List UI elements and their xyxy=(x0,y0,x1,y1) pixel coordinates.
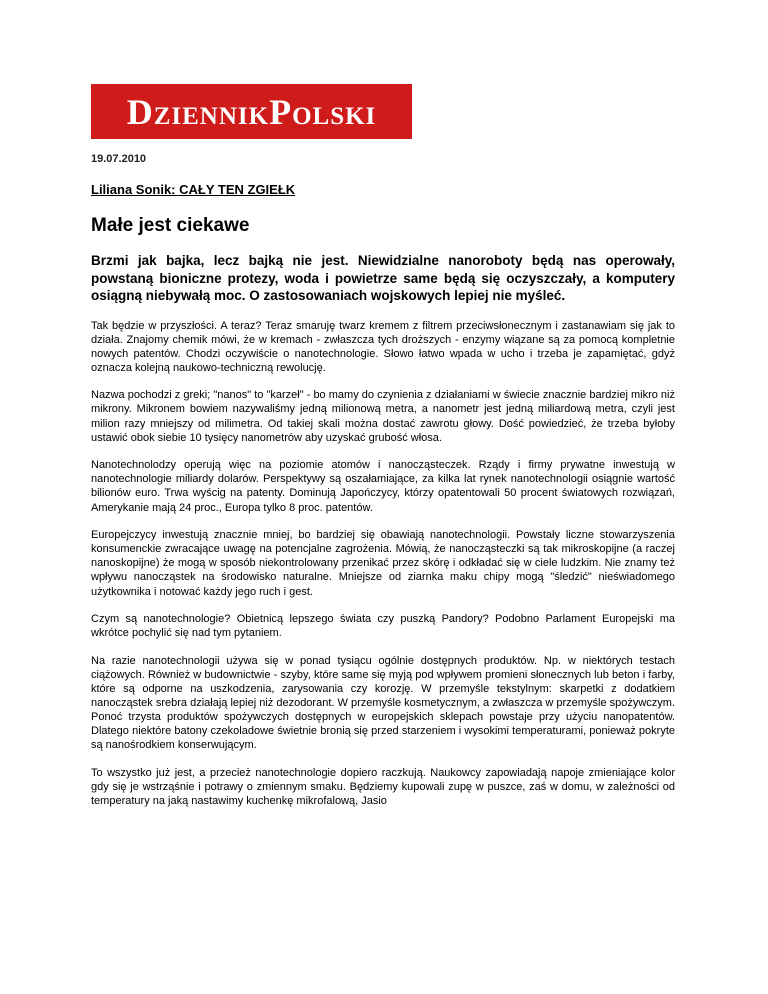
article-paragraph-1: Tak będzie w przyszłości. A teraz? Teraz smaruję twarz kremem z filtrem przeciwsłonecznym i zastanawiam się jak to działa. Znajomy chemik mówi, że w kremach - zwłaszcza tych droższych - enzymy wiązane są za pomocą kompletnie nowych patentów. Chodzi oczywiście o nanotechnologie. Słowo łatwo wpada w ucho i trzeba je zapamiętać, gdyż oznacza kolejną naukowo-techniczną rewolucję. xyxy=(91,319,675,374)
article-date: 19.07.2010 xyxy=(91,153,147,165)
dziennik-polski-logo xyxy=(91,84,412,139)
article-lead: Brzmi jak bajka, lecz bajką nie jest. Niewidzialne nanoroboty będą nas operowały, powstaną bioniczne protezy, woda i powietrze same będą się oczyszczały, a komputery osiągną niebywałą moc. O zastosowaniach wojskowych lepiej nie myśleć. xyxy=(91,253,675,303)
article-paragraph-2: Nazwa pochodzi z greki; "nanos" to "karzeł" - bo mamy do czynienia z działaniami w świecie znacznie bardziej mikro niż mikrony. Mikronem bowiem nazywaliśmy jedną milionową metra, a nanometr jest jedną miliardową metra, czyli jest milion razy mniejszy od milimetra. Od takiej skali można dostać zawrotu głowy. Dość powiedzieć, że trzeba byłoby ustawić obok siebie 10 tysięcy nanometrów aby uzyskać grubość włosa. xyxy=(91,389,675,444)
article-title: Małe jest ciekawe xyxy=(91,215,250,236)
article-body xyxy=(91,252,675,822)
article-paragraph-4: Europejczycy inwestują znacznie mniej, bo bardziej się obawiają nanotechnologii. Powstały liczne stowarzyszenia konsumenckie zwracające uwagę na potencjalne zagrożenia. Mówią, że nanocząsteczki są tak mikroskopijne (a raczej nanoskopijne) że mogą w sposób niekontrolowany przenikać przez skórę i odkładać się w ciele ludzkim. Nie znamy też wpływu nanocząstek na środowisko naturalne. Mniejsze od ziarnka maku chipy mogą "śledzić" nieświadomego użytkownika i notować każdy jego ruch i gest. xyxy=(91,529,675,598)
logo-text: DziennikPolski xyxy=(126,91,377,132)
article-paragraph-6: Na razie nanotechnologii używa się w ponad tysiącu ogólnie dostępnych produktów. Np. w niektórych testach ciążowych. Również w budownictwie - szyby, które same się myją pod wpływem promieni słonecznych lub beton i farby, które są odporne na uszkodzenia, zarysowania czy korozję. W przemyśle tekstylnym: skarpetki z dodatkiem nanocząstek srebra działają lepiej niż dezodorant. W przemyśle kosmetycznym, a zwłaszcza w przemyśle spożywczym. Ponoć trzysta produktów spożywczych dostępnych w europejskich sklepach powstaje przy użyciu nanopatentów. Dlatego niektóre batony czekoladowe świetnie bronią się przed starzeniem i wysokimi temperaturami, ponieważ pokryte są nanośrodkiem konserwującym. xyxy=(91,654,675,752)
article-paragraph-5: Czym są nanotechnologie? Obietnicą lepszego świata czy puszką Pandory? Podobno Parlament Europejski ma wkrótce pochylić się nad tym pytaniem. xyxy=(91,613,675,640)
article-paragraph-7: To wszystko już jest, a przecież nanotechnologie dopiero raczkują. Naukowcy zapowiadają napoje zmieniające kolor gdy się je wstrząśnie i potrawy o zmiennym smaku. Będziemy kupowali zupę w puszce, zaś w domu, w zależności od temperatury na jaką nastawimy kuchenkę mikrofalową, Jasio xyxy=(91,766,675,808)
article-byline[interactable]: Liliana Sonik: CAŁY TEN ZGIEŁK xyxy=(91,182,296,197)
article-paragraph-3: Nanotechnolodzy operują więc na poziomie atomów i nanocząsteczek. Rządy i firmy prywatne inwestują w nanotechnologie miliardy dolarów. Perspektywy są oszałamiające, za kilka lat rynek nanotechnologii osiągnie wartość bilionów euro. Trwa wyścig na patenty. Dominują Japończycy, którzy opatentowali 50 procent światowych rozwiązań, Amerykanie mają 24 proc., Europa tylko 8 proc. patentów. xyxy=(91,459,675,514)
